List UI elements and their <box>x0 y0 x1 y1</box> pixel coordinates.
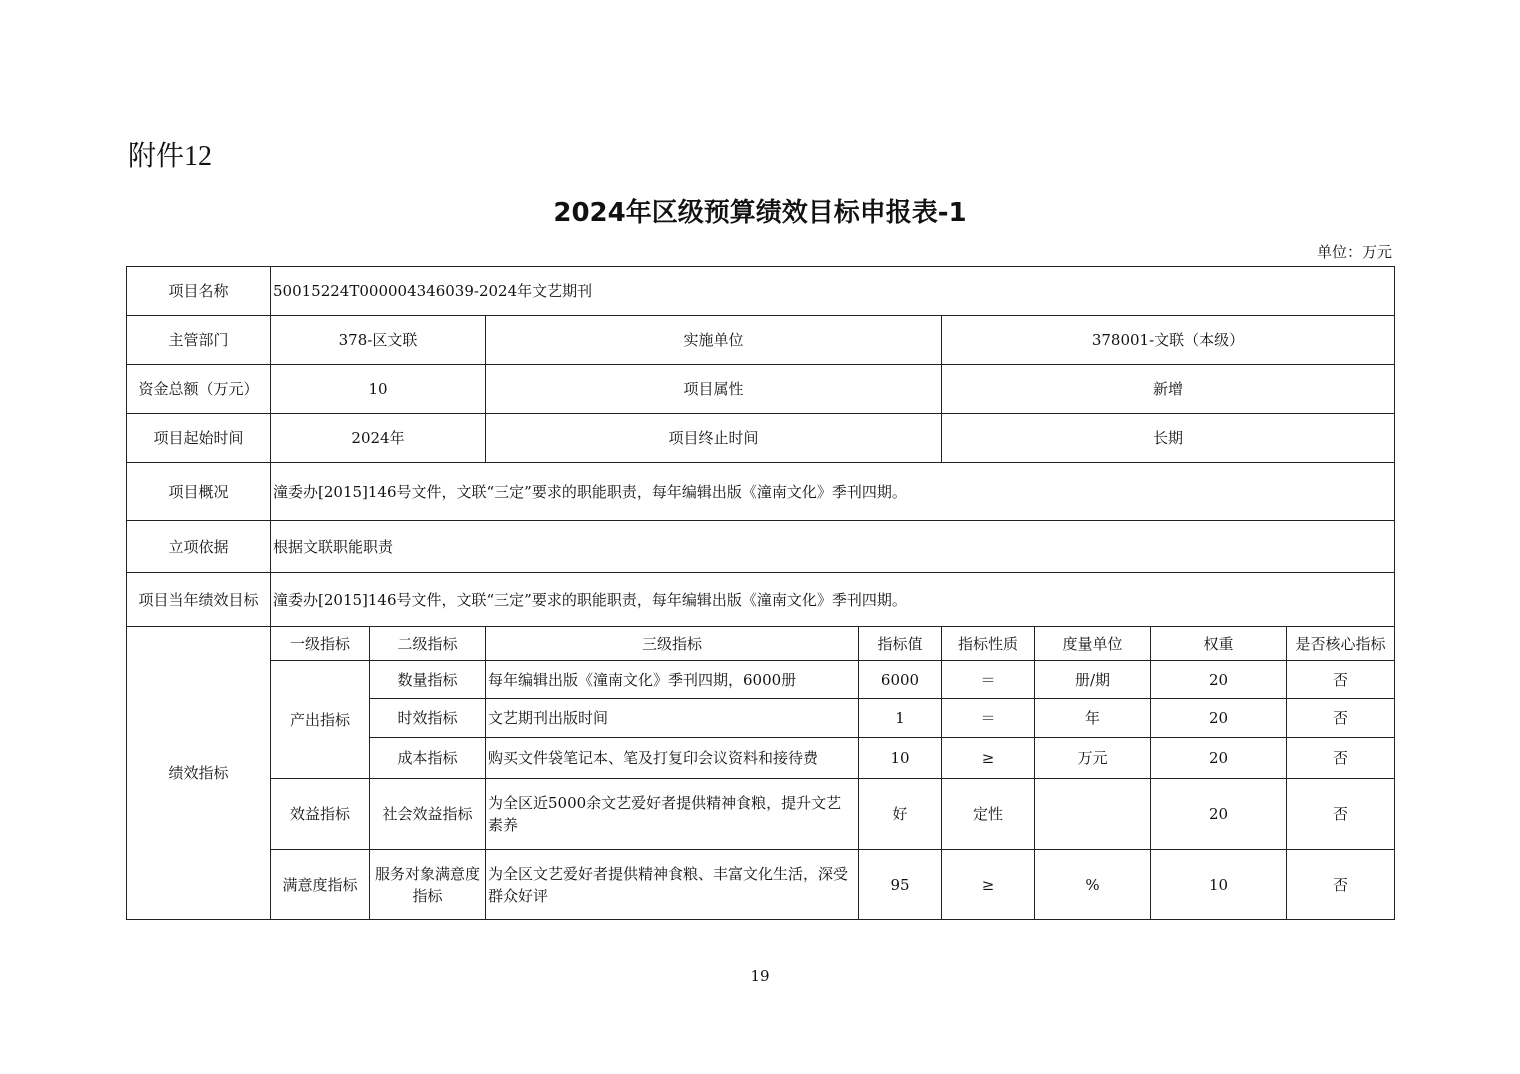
unit-note: 单位：万元 <box>1316 243 1392 261</box>
implementing-unit-label: 实施单位 <box>486 316 942 365</box>
indicator-core: 否 <box>1287 738 1395 779</box>
basis-value: 根据文联职能职责 <box>271 521 1395 573</box>
indicator-core: 否 <box>1287 850 1395 920</box>
header-level2: 二级指标 <box>370 627 486 661</box>
indicator-weight: 10 <box>1151 850 1287 920</box>
start-time-label: 项目起始时间 <box>127 414 271 463</box>
indicator-level2: 时效指标 <box>370 699 486 738</box>
funds-label: 资金总额（万元） <box>127 365 271 414</box>
indicator-weight: 20 <box>1151 661 1287 699</box>
indicator-row <box>127 661 1395 699</box>
annual-goal-value: 潼委办[2015]146号文件，文联“三定”要求的职能职责，每年编辑出版《潼南文化》季刊四期。 <box>271 573 1395 627</box>
header-nature: 指标性质 <box>942 627 1035 661</box>
row-annual-goal <box>127 573 1395 627</box>
indicator-value: 10 <box>859 738 942 779</box>
department-value: 378-区文联 <box>271 316 486 365</box>
indicator-row <box>127 779 1395 850</box>
attachment-number: 12 <box>184 141 213 172</box>
row-period <box>127 414 1395 463</box>
basis-label: 立项依据 <box>127 521 271 573</box>
row-basis <box>127 521 1395 573</box>
indicator-unit: 册/期 <box>1035 661 1151 699</box>
header-weight: 权重 <box>1151 627 1287 661</box>
indicator-level2: 数量指标 <box>370 661 486 699</box>
row-department <box>127 316 1395 365</box>
row-overview <box>127 463 1395 521</box>
indicator-value: 6000 <box>859 661 942 699</box>
end-time-label: 项目终止时间 <box>486 414 942 463</box>
indicator-level3: 为全区近5000余文艺爱好者提供精神食粮，提升文艺素养 <box>486 779 859 850</box>
indicator-unit: 年 <box>1035 699 1151 738</box>
end-time-value: 长期 <box>942 414 1395 463</box>
indicator-nature: ＝ <box>942 699 1035 738</box>
indicator-weight: 20 <box>1151 699 1287 738</box>
indicator-value: 1 <box>859 699 942 738</box>
page-title: 2024年区级预算绩效目标申报表-1 <box>553 198 967 228</box>
project-attribute-label: 项目属性 <box>486 365 942 414</box>
indicator-level3: 购买文件袋笔记本、笔及打复印会议资料和接待费 <box>486 738 859 779</box>
header-value: 指标值 <box>859 627 942 661</box>
indicator-value: 好 <box>859 779 942 850</box>
project-attribute-value: 新增 <box>942 365 1395 414</box>
attachment-text: 附件 <box>128 139 185 172</box>
header-level1: 一级指标 <box>271 627 370 661</box>
department-label: 主管部门 <box>127 316 271 365</box>
indicator-nature: ≥ <box>942 738 1035 779</box>
funds-value: 10 <box>271 365 486 414</box>
indicator-level3: 为全区文艺爱好者提供精神食粮、丰富文化生活，深受群众好评 <box>486 850 859 920</box>
row-funds <box>127 365 1395 414</box>
group-benefit: 效益指标 <box>271 779 370 850</box>
indicator-core: 否 <box>1287 779 1395 850</box>
indicator-level3: 文艺期刊出版时间 <box>486 699 859 738</box>
indicator-weight: 20 <box>1151 779 1287 850</box>
indicator-unit: 万元 <box>1035 738 1151 779</box>
indicator-value: 95 <box>859 850 942 920</box>
indicator-weight: 20 <box>1151 738 1287 779</box>
indicator-level3: 每年编辑出版《潼南文化》季刊四期，6000册 <box>486 661 859 699</box>
project-name-value: 50015224T000004346039-2024年文艺期刊 <box>271 267 1395 316</box>
header-unit: 度量单位 <box>1035 627 1151 661</box>
start-time-value: 2024年 <box>271 414 486 463</box>
indicator-nature: ＝ <box>942 661 1035 699</box>
indicator-nature: ≥ <box>942 850 1035 920</box>
indicator-header-row <box>127 627 1395 661</box>
indicator-nature: 定性 <box>942 779 1035 850</box>
performance-indicators-label: 绩效指标 <box>127 627 271 920</box>
group-output: 产出指标 <box>271 661 370 779</box>
overview-label: 项目概况 <box>127 463 271 521</box>
indicator-unit <box>1035 779 1151 850</box>
indicator-core: 否 <box>1287 699 1395 738</box>
group-satisfaction: 满意度指标 <box>271 850 370 920</box>
indicator-unit: % <box>1035 850 1151 920</box>
header-core: 是否核心指标 <box>1287 627 1395 661</box>
annual-goal-label: 项目当年绩效目标 <box>127 573 271 627</box>
project-name-label: 项目名称 <box>127 267 271 316</box>
budget-performance-table <box>126 266 1395 920</box>
overview-value: 潼委办[2015]146号文件，文联“三定”要求的职能职责，每年编辑出版《潼南文化》季刊四期。 <box>271 463 1395 521</box>
indicator-core: 否 <box>1287 661 1395 699</box>
indicator-level2: 社会效益指标 <box>370 779 486 850</box>
attachment-label <box>128 134 212 174</box>
indicator-row <box>127 850 1395 920</box>
row-project-name <box>127 267 1395 316</box>
indicator-level2: 成本指标 <box>370 738 486 779</box>
header-level3: 三级指标 <box>486 627 859 661</box>
implementing-unit-value: 378001-文联（本级） <box>942 316 1395 365</box>
indicator-level2: 服务对象满意度指标 <box>370 850 486 920</box>
page-number: 19 <box>750 967 770 985</box>
